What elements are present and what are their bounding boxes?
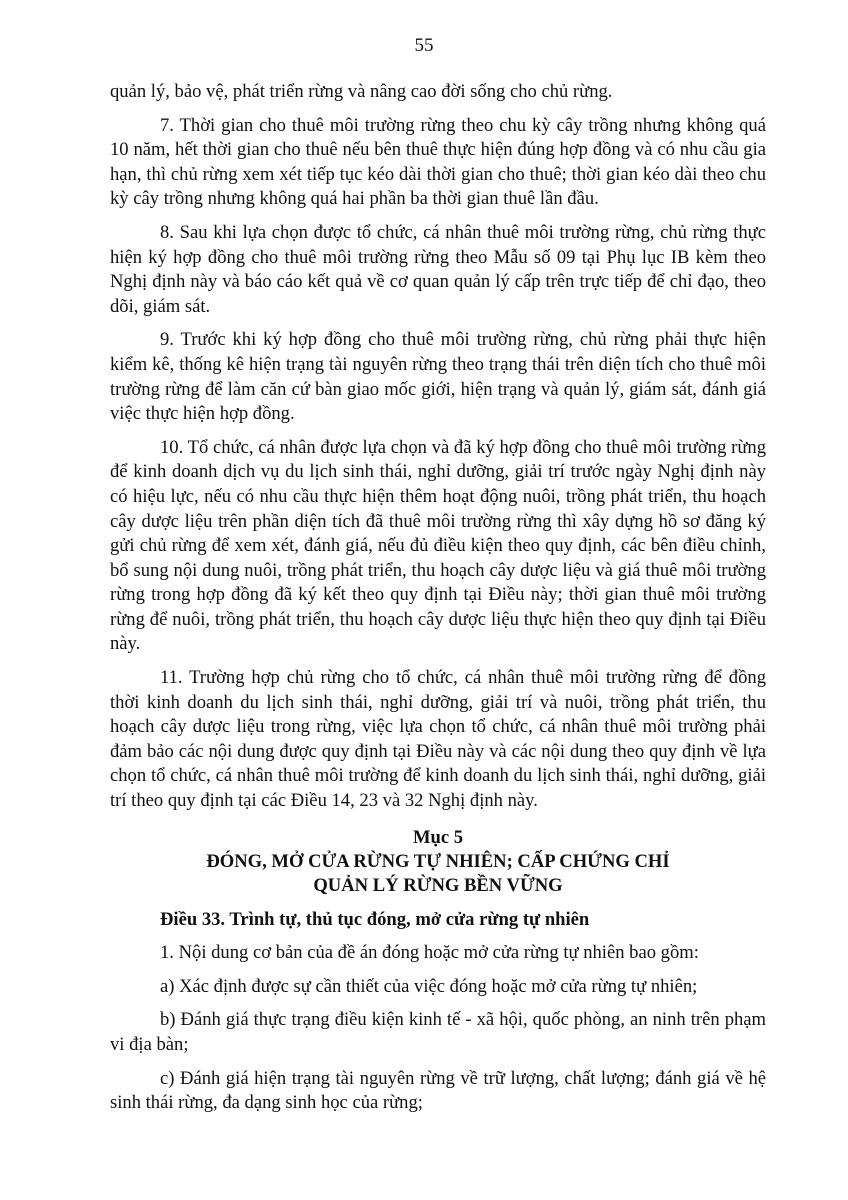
article-item-a: a) Xác định được sự cần thiết của việc đóng hoặc mở cửa rừng tự nhiên; [160,975,698,997]
article-item-c: c) Đánh giá hiện trạng tài nguyên rừng về trữ lượng, chất lượng; đánh giá về hệ sinh thái rừng, đa dạng sinh học của rừng; [110,1067,766,1114]
paragraph-clause-10: 10. Tổ chức, cá nhân được lựa chọn và đã ký hợp đồng cho thuê môi trường rừng để kinh doanh dịch vụ du lịch sinh thái, nghỉ dưỡng, giải trí trước ngày Nghị định này có hiệu lực, nếu có nhu cầu thực hiện thêm hoạt động nuôi, trồng phát triển, thu hoạch cây dược liệu trên phần diện tích đã thuê môi trường rừng thì xây dựng hồ sơ đăng ký gửi chủ rừng để xem xét, đánh giá, nếu đủ điều kiện theo quy định, các bên điều chỉnh, bổ sung nội dung nuôi, trồng phát triển, thu hoạch cây dược liệu và giá thuê môi trường rừng trong hợp đồng đã ký kết theo quy định tại Điều này; thời gian thuê môi trường rừng để nuôi, trồng phát triển, thu hoạch cây dược liệu thực hiện theo quy định tại Điều này. [110,436,766,655]
article-title: Điều 33. Trình tự, thủ tục đóng, mở cửa rừng tự nhiên [160,908,590,930]
paragraph-clause-9: 9. Trước khi ký hợp đồng cho thuê môi trường rừng, chủ rừng phải thực hiện kiểm kê, thống kê hiện trạng tài nguyên rừng theo trạng thái trên diện tích cho thuê môi trường rừng để làm căn cứ bàn giao mốc giới, hiện trạng và quản lý, giám sát, đánh giá việc thực hiện hợp đồng. [110,329,766,425]
article-item-b: b) Đánh giá thực trạng điều kiện kinh tế - xã hội, quốc phòng, an ninh trên phạm vi địa bàn; [110,1009,766,1055]
paragraph-continuation: quản lý, bảo vệ, phát triển rừng và nâng cao đời sống cho chủ rừng. [110,81,613,102]
section-title-line-1: ĐÓNG, MỞ CỬA RỪNG TỰ NHIÊN; CẤP CHỨNG CHỈ [206,850,670,872]
section-title-line-2: QUẢN LÝ RỪNG BỀN VỮNG [313,874,563,896]
section-label: Mục 5 [412,826,464,848]
paragraph-clause-7: 7. Thời gian cho thuê môi trường rừng theo chu kỳ cây trồng nhưng không quá 10 năm, hết thời gian cho thuê nếu bên thuê thực hiện đúng hợp đồng và có nhu cầu gia hạn, thì chủ rừng xem xét tiếp tục kéo dài thời gian cho thuê; thời gian kéo dài theo chu kỳ cây trồng nhưng không quá hai phần ba thời gian thuê lần đầu. [110,114,766,210]
document-body [110,80,766,1125]
section-heading [110,826,766,898]
article-item-1: 1. Nội dung cơ bản của đề án đóng hoặc mở cửa rừng tự nhiên bao gồm: [160,942,699,964]
page-number: 55 [414,35,434,56]
paragraph-clause-11: 11. Trường hợp chủ rừng cho tổ chức, cá nhân thuê môi trường rừng để đồng thời kinh doanh du lịch sinh thái, nghỉ dưỡng, giải trí và nuôi, trồng phát triển, thu hoạch cây dược liệu trong rừng, việc lựa chọn tổ chức, cá nhân thuê môi trường phải đảm bảo các nội dung được quy định tại Điều này và các nội dung theo quy định về lựa chọn tổ chức, cá nhân thuê môi trường để kinh doanh du lịch sinh thái, nghỉ dưỡng, giải trí theo quy định tại các Điều 14, 23 và 32 Nghị định này. [110,667,766,812]
paragraph-clause-8: 8. Sau khi lựa chọn được tổ chức, cá nhân thuê môi trường rừng, chủ rừng thực hiện ký hợp đồng cho thuê môi trường rừng theo Mẫu số 09 tại Phụ lục IB kèm theo Nghị định này và báo cáo kết quả về cơ quan quản lý cấp trên trực tiếp để chỉ đạo, theo dõi, giám sát. [110,221,766,317]
